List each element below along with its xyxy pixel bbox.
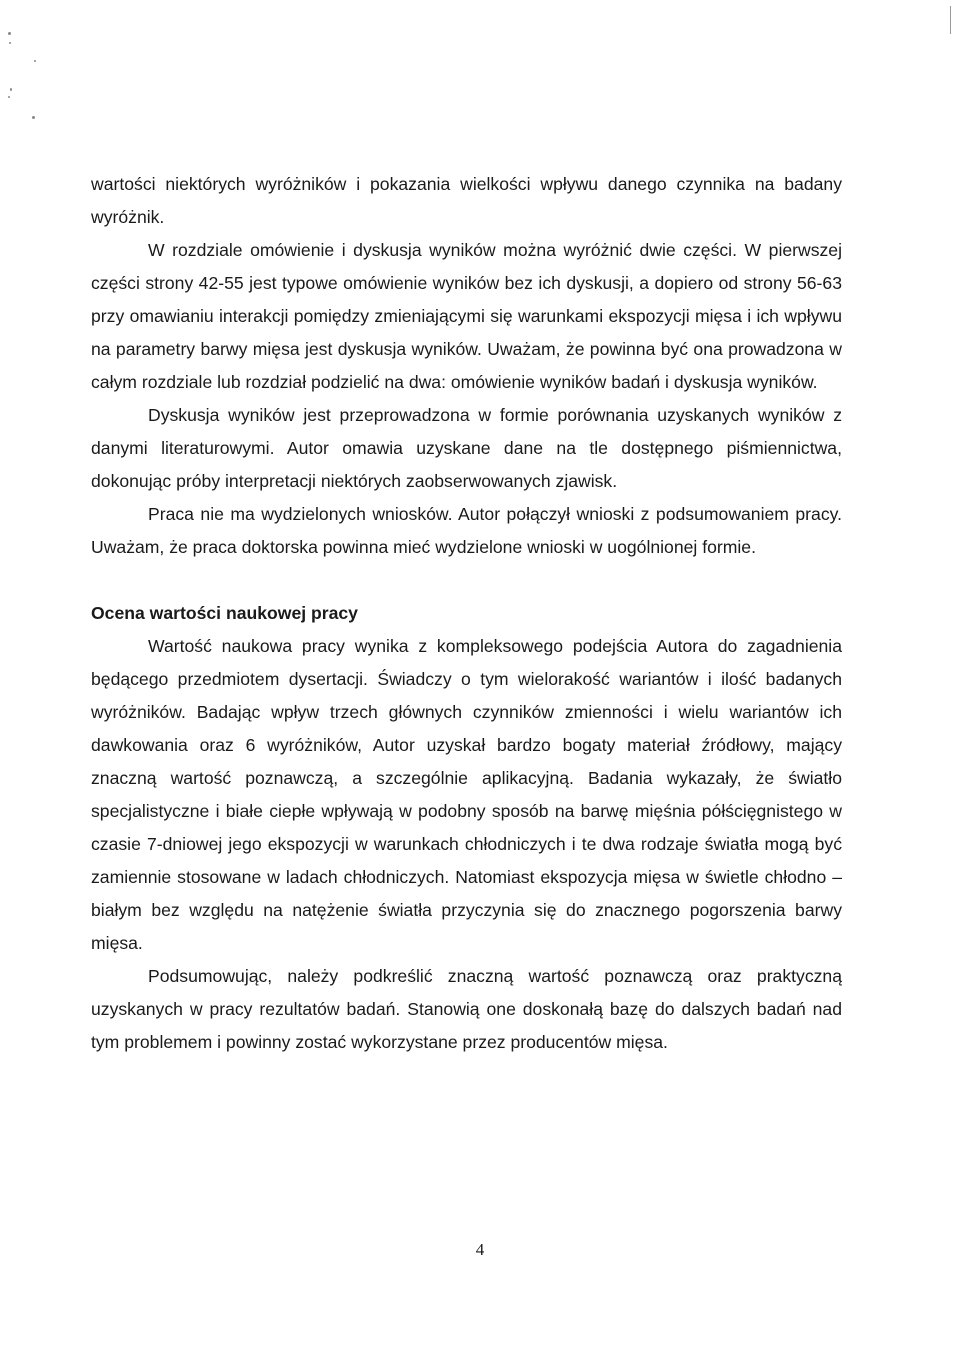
paragraph: Praca nie ma wydzielonych wniosków. Autor połączył wnioski z podsumowaniem pracy. Uważam, że praca doktorska powinna mieć wydzielone wnioski w uogólnionej formie. [91, 504, 842, 557]
paragraph: wartości niektórych wyróżników i pokazania wielkości wpływu danego czynnika na badany wyróżnik. [91, 174, 842, 227]
scan-speck [8, 32, 11, 35]
paragraph: Wartość naukowa pracy wynika z kompleksowego podejścia Autora do zagadnienia będącego przedmiotem dysertacji. Świadczy o tym wielorakość wariantów i ilość badanych wyróżników. Badając wpływ trzech głównych czynników zmienności i wielu wariantów ich dawkowania oraz 6 wyróżników, Autor uzyskał bardzo bogaty materiał źródłowy, mający znaczną wartość poznawczą, a szczególnie aplikacyjną. Badania wykazały, że światło specjalistyczne i białe ciepłe wpływają w podobny sposób na barwę mięśnia półścięgnistego w czasie 7-dniowej jego ekspozycji w warunkach chłodniczych i te dwa rodzaje światła mogą być zamiennie stosowane w ladach chłodniczych. Natomiast ekspozycja mięsa w świetle chłodno – białym bez względu na natężenie światła przyczynia się do znacznego pogorszenia barwy mięsa. [91, 636, 842, 953]
paragraph: Podsumowując, należy podkreślić znaczną wartość poznawczą oraz praktyczną uzyskanych w pracy rezultatów badań. Stanowią one doskonałą bazę do dalszych badań nad tym problemem i powinny zostać wykorzystane przez producentów mięsa. [91, 966, 842, 1052]
paragraph: Dyskusja wyników jest przeprowadzona w formie porównania uzyskanych wyników z danymi literaturowymi. Autor omawia uzyskane dane na tle dostępnego piśmiennictwa, dokonując próby interpretacji niektórych zaobserwowanych zjawisk. [91, 405, 842, 491]
scan-speck [9, 42, 11, 44]
scan-edge-mark [950, 6, 951, 34]
document-body [91, 168, 842, 1059]
paragraph: W rozdziale omówienie i dyskusja wyników można wyróżnić dwie części. W pierwszej części strony 42-55 jest typowe omówienie wyników bez ich dyskusji, a dopiero od strony 56-63 przy omawianiu interakcji pomiędzy zmieniającymi się warunkami ekspozycji mięsa i ich wpływu na parametry barwy mięsa jest dyskusja wyników. Uważam, że powinna być ona prowadzona w całym rozdziale lub rozdział podzielić na dwa: omówienie wyników badań i dyskusja wyników. [91, 240, 842, 392]
scan-speck [10, 88, 12, 91]
scan-speck [8, 96, 10, 98]
section-heading: Ocena wartości naukowej pracy [91, 603, 358, 623]
scan-speck [32, 116, 35, 119]
scan-speck [34, 60, 36, 62]
page-number: 4 [475, 1240, 485, 1259]
